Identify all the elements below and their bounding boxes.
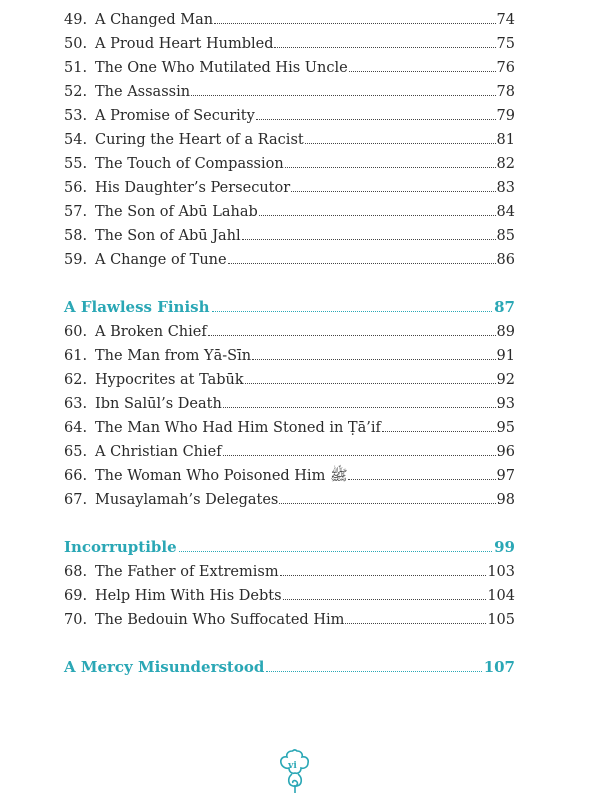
- entry-page-number: 83: [496, 180, 515, 196]
- page-number: vi: [288, 761, 297, 771]
- entry-title: His Daughter’s Persecutor: [95, 180, 291, 196]
- entry-title: A Changed Man: [95, 12, 214, 28]
- dot-leader: [305, 127, 496, 144]
- entry-page-number: 84: [496, 204, 515, 220]
- dot-leader: [348, 463, 495, 480]
- entry-page-number: 76: [496, 60, 515, 76]
- toc-group: [64, 511, 515, 631]
- entry-number: 55.: [64, 156, 88, 172]
- dot-leader: [259, 199, 496, 216]
- toc-entry[interactable]: [64, 247, 515, 271]
- entry-page-number: 78: [496, 84, 515, 100]
- dot-leader: [349, 55, 496, 72]
- toc-group: [64, 271, 515, 511]
- toc-entry[interactable]: [64, 7, 515, 31]
- toc-entry[interactable]: [64, 175, 515, 199]
- entry-number: 68.: [64, 564, 88, 580]
- entry-number: 66.: [64, 468, 88, 484]
- entry-page-number: 98: [496, 492, 515, 508]
- entry-number: 69.: [64, 588, 88, 604]
- section-page-number: 107: [483, 658, 515, 676]
- entry-title: A Promise of Security: [95, 108, 255, 124]
- entry-page-number: 92: [496, 372, 515, 388]
- dot-leader: [280, 559, 487, 576]
- entry-title: The Man from Yā-Sīn: [95, 348, 252, 364]
- entry-page-number: 81: [496, 132, 515, 148]
- toc-entry[interactable]: [64, 103, 515, 127]
- entry-number: 56.: [64, 180, 88, 196]
- section-title: Incorruptible: [64, 538, 177, 556]
- toc-group: [64, 631, 515, 679]
- dot-leader: [252, 343, 495, 360]
- entry-page-number: 97: [496, 468, 515, 484]
- entry-title: Help Him With His Debts: [95, 588, 282, 604]
- dot-leader: [345, 607, 486, 624]
- toc-section-heading[interactable]: [64, 295, 515, 319]
- entry-number: 49.: [64, 12, 88, 28]
- spacer: [64, 631, 515, 655]
- spacer: [64, 271, 515, 295]
- dot-leader: [242, 223, 496, 240]
- entry-page-number: 86: [496, 252, 515, 268]
- entry-title: The Father of Extremism: [95, 564, 279, 580]
- table-of-contents: [64, 7, 515, 679]
- toc-entry[interactable]: [64, 607, 515, 631]
- toc-entry[interactable]: [64, 463, 515, 487]
- toc-entry[interactable]: [64, 79, 515, 103]
- section-page-number: 87: [494, 298, 515, 316]
- entry-number: 65.: [64, 444, 88, 460]
- toc-section-heading[interactable]: [64, 655, 515, 679]
- entry-title: The Assassin: [95, 84, 191, 100]
- entry-number: 63.: [64, 396, 88, 412]
- entry-title: The One Who Mutilated His Uncle: [95, 60, 348, 76]
- entry-title: The Touch of Compassion: [95, 156, 284, 172]
- entry-title: The Bedouin Who Suffocated Him: [95, 612, 345, 628]
- entry-number: 51.: [64, 60, 88, 76]
- entry-number: 58.: [64, 228, 88, 244]
- toc-entry[interactable]: [64, 583, 515, 607]
- toc-entry[interactable]: [64, 439, 515, 463]
- entry-page-number: 74: [496, 12, 515, 28]
- entry-number: 67.: [64, 492, 88, 508]
- toc-entry[interactable]: [64, 151, 515, 175]
- dot-leader: [382, 415, 496, 432]
- toc-entry[interactable]: [64, 487, 515, 511]
- entry-page-number: 105: [487, 612, 515, 628]
- toc-entry[interactable]: [64, 55, 515, 79]
- toc-group: [64, 7, 515, 271]
- entry-title: A Change of Tune: [95, 252, 227, 268]
- entry-number: 57.: [64, 204, 88, 220]
- toc-entry[interactable]: [64, 559, 515, 583]
- entry-title: The Woman Who Poisoned Him ﷺ: [95, 468, 348, 484]
- section-page-number: 99: [494, 538, 515, 556]
- dot-leader: [279, 487, 495, 504]
- dot-leader: [223, 391, 496, 408]
- entry-page-number: 93: [496, 396, 515, 412]
- entry-page-number: 91: [496, 348, 515, 364]
- dot-leader: [214, 7, 495, 24]
- toc-entry[interactable]: [64, 415, 515, 439]
- entry-page-number: 95: [496, 420, 515, 436]
- entry-number: 60.: [64, 324, 88, 340]
- dot-leader: [223, 439, 496, 456]
- dot-leader: [179, 535, 493, 552]
- entry-title: Curing the Heart of a Racist: [95, 132, 304, 148]
- entry-title: A Christian Chief: [95, 444, 222, 460]
- entry-page-number: 79: [496, 108, 515, 124]
- entry-number: 50.: [64, 36, 88, 52]
- toc-entry[interactable]: [64, 343, 515, 367]
- toc-entry[interactable]: [64, 319, 515, 343]
- dot-leader: [285, 151, 496, 168]
- entry-number: 61.: [64, 348, 88, 364]
- toc-section-heading[interactable]: [64, 535, 515, 559]
- entry-title: Hypocrites at Tabūk: [95, 372, 244, 388]
- section-title: A Flawless Finish: [64, 298, 210, 316]
- entry-title: The Son of Abū Jahl: [95, 228, 241, 244]
- entry-title: A Proud Heart Humbled: [95, 36, 274, 52]
- dot-leader: [228, 247, 496, 264]
- entry-number: 53.: [64, 108, 88, 124]
- toc-entry[interactable]: [64, 367, 515, 391]
- entry-number: 70.: [64, 612, 88, 628]
- dot-leader: [256, 103, 496, 120]
- dot-leader: [291, 175, 495, 192]
- entry-page-number: 75: [496, 36, 515, 52]
- entry-number: 52.: [64, 84, 88, 100]
- entry-title: The Man Who Had Him Stoned in Ṭā’if: [95, 420, 381, 436]
- entry-number: 59.: [64, 252, 88, 268]
- entry-number: 64.: [64, 420, 88, 436]
- entry-page-number: 89: [496, 324, 515, 340]
- entry-page-number: 82: [496, 156, 515, 172]
- entry-number: 54.: [64, 132, 88, 148]
- entry-page-number: 104: [487, 588, 515, 604]
- toc-entry[interactable]: [64, 223, 515, 247]
- dot-leader: [191, 79, 495, 96]
- dot-leader: [266, 655, 481, 672]
- entry-title: Ibn Salūl’s Death: [95, 396, 222, 412]
- entry-page-number: 103: [487, 564, 515, 580]
- section-title: A Mercy Misunderstood: [64, 658, 265, 676]
- toc-entry[interactable]: [64, 127, 515, 151]
- dot-leader: [245, 367, 496, 384]
- entry-title: A Broken Chief: [95, 324, 207, 340]
- entry-page-number: 85: [496, 228, 515, 244]
- page-number-badge: [278, 748, 314, 793]
- dot-leader: [212, 295, 493, 312]
- entry-title: The Son of Abū Lahab: [95, 204, 258, 220]
- dot-leader: [274, 31, 495, 48]
- spacer: [64, 511, 515, 535]
- entry-title: Musaylamah’s Delegates: [95, 492, 279, 508]
- toc-entry[interactable]: [64, 391, 515, 415]
- toc-entry[interactable]: [64, 199, 515, 223]
- entry-page-number: 96: [496, 444, 515, 460]
- toc-entry[interactable]: [64, 31, 515, 55]
- entry-number: 62.: [64, 372, 88, 388]
- dot-leader: [283, 583, 487, 600]
- dot-leader: [208, 319, 496, 336]
